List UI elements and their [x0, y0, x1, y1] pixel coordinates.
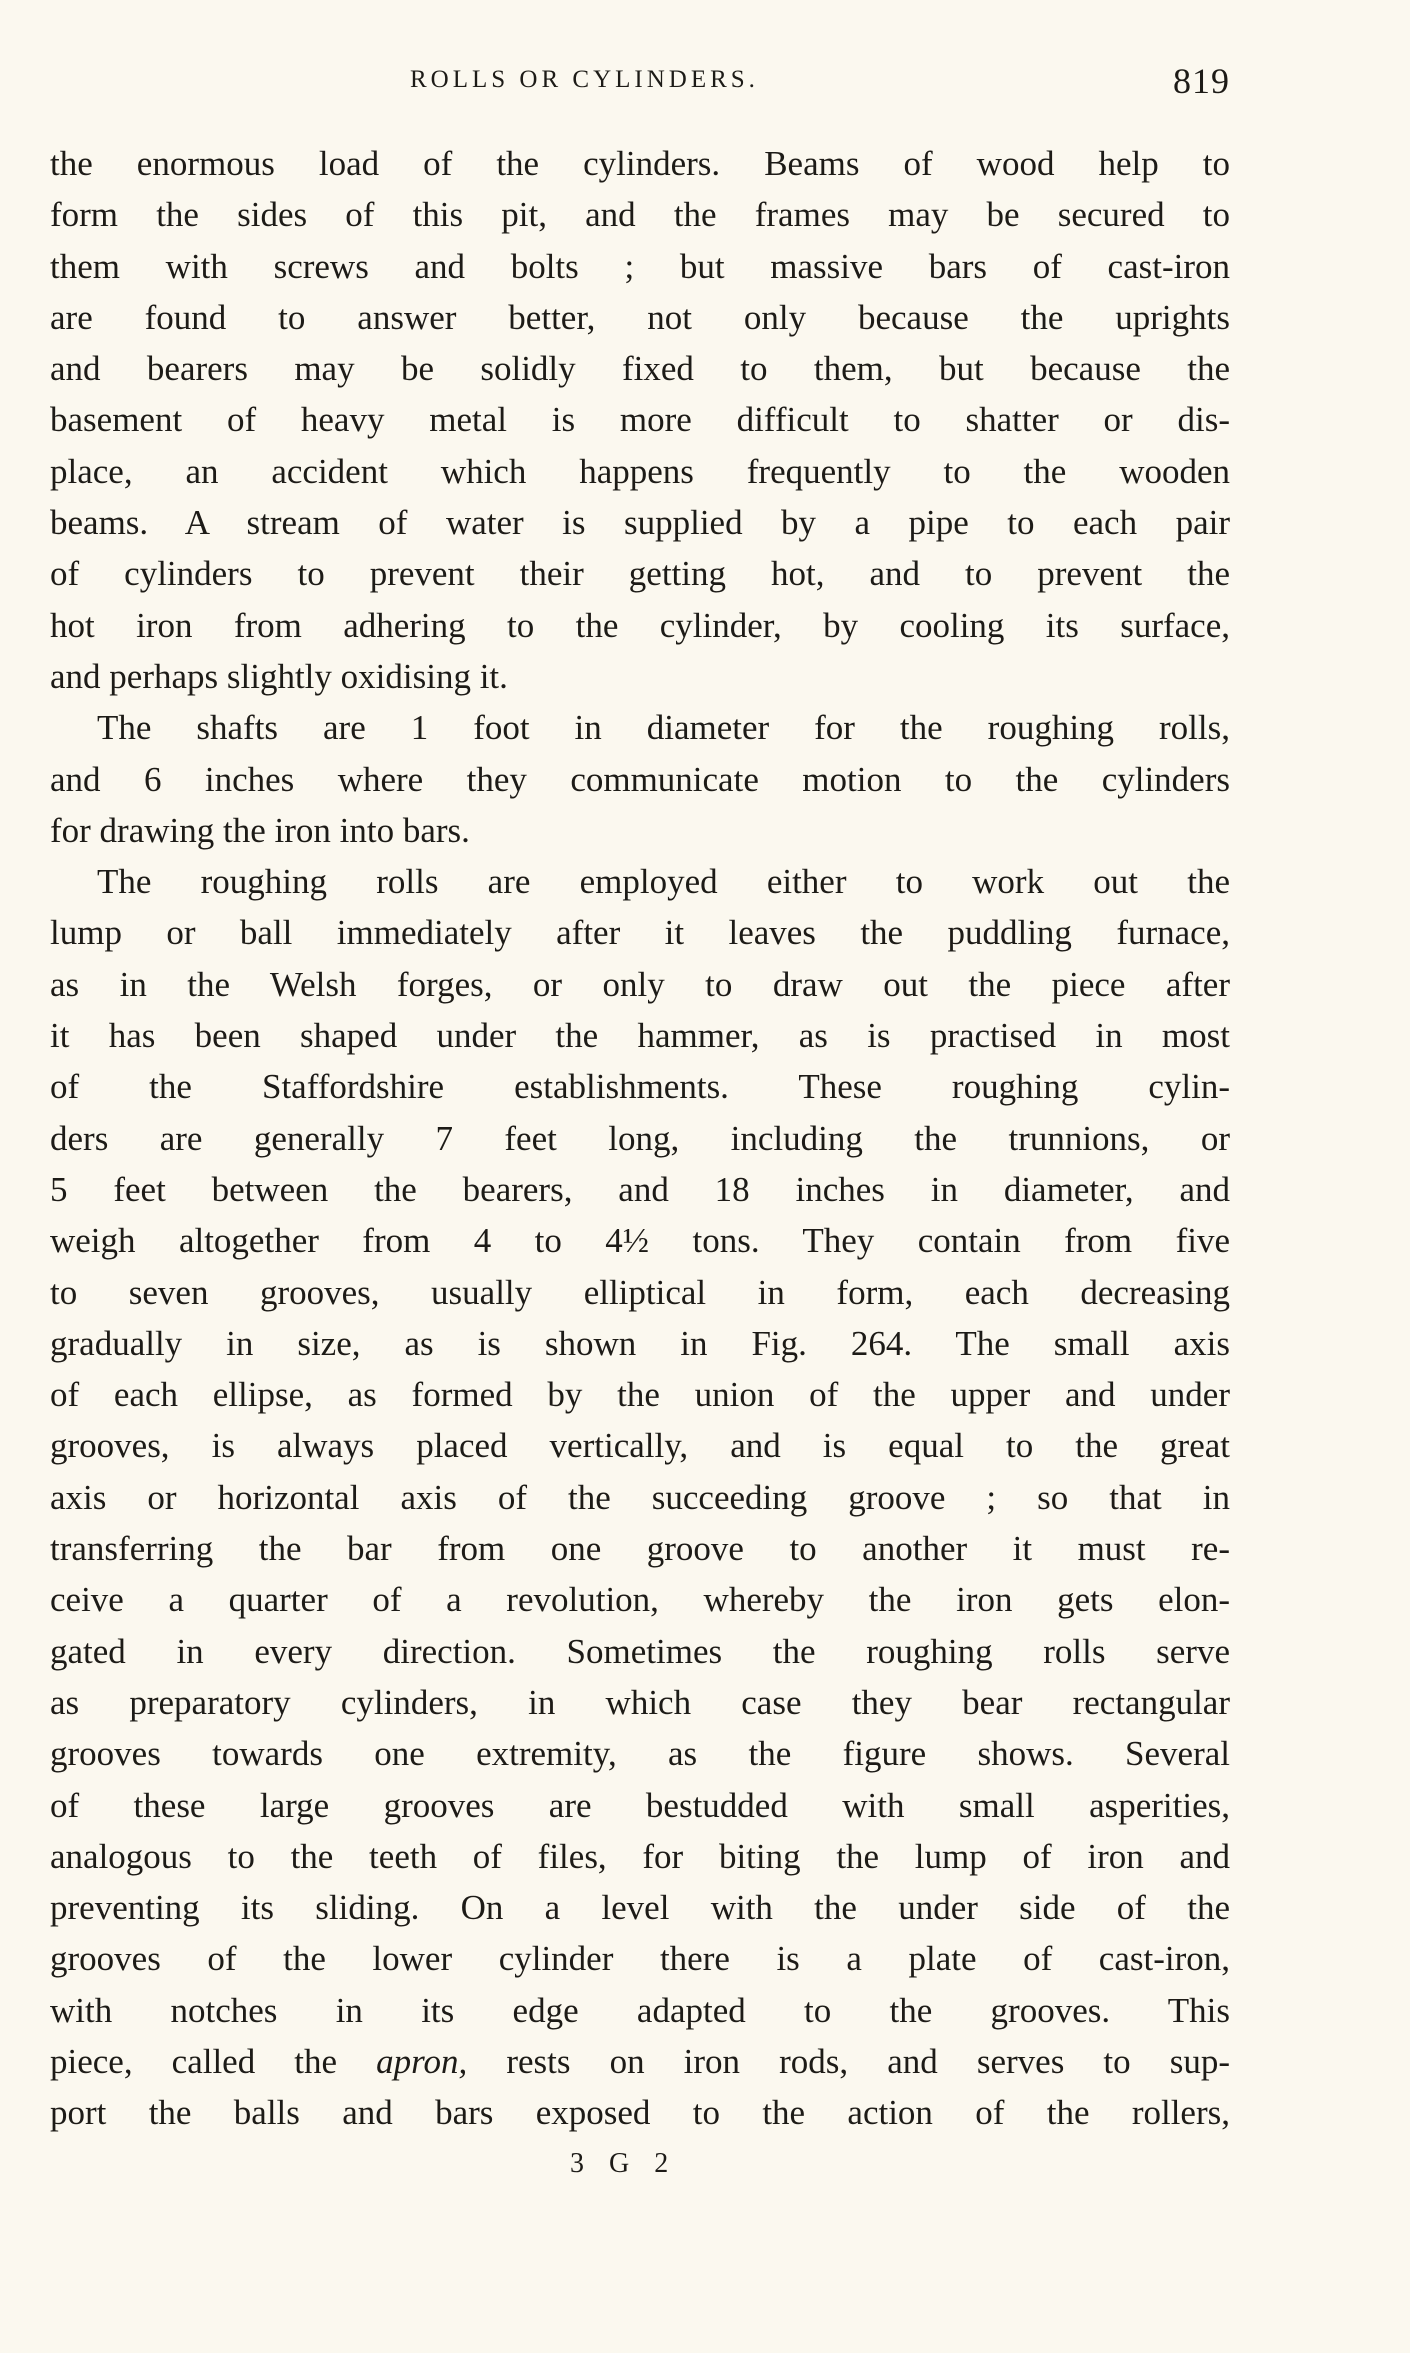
- page-number: 819: [1173, 61, 1230, 101]
- text-line-final: port the balls and bars exposed to the action of the rollers,: [50, 2093, 1230, 2133]
- text-line: weigh altogether from 4 to 4½ tons. They contain from five: [50, 1221, 1230, 1261]
- text-line: preventing its sliding. On a level with the under side of the: [50, 1888, 1230, 1928]
- text-line: of the Staffordshire establishments. These roughing cylin-: [50, 1067, 1230, 1107]
- apron-term: apron,: [376, 2041, 468, 2081]
- text-line: hot iron from adhering to the cylinder, by cooling its surface,: [50, 605, 1230, 645]
- text-line: and 6 inches where they communicate motion to the cylinders: [50, 759, 1230, 799]
- text-line: are found to answer better, not only because the uprights: [50, 297, 1230, 337]
- text-line: place, an accident which happens frequently to the wooden: [50, 451, 1230, 491]
- text-line: The shafts are 1 foot in diameter for the roughing rolls,: [97, 708, 1230, 748]
- text-line: axis or horizontal axis of the succeeding groove ; so that in: [50, 1477, 1230, 1517]
- text-line: 5 feet between the bearers, and 18 inches in diameter, and: [50, 1169, 1230, 1209]
- text-line: and bearers may be solidly fixed to them, but because the: [50, 349, 1230, 389]
- text-line: of each ellipse, as formed by the union of the upper and under: [50, 1375, 1230, 1415]
- running-head: [50, 60, 1230, 100]
- text-line: ders are generally 7 feet long, including the trunnions, or: [50, 1118, 1230, 1158]
- text-line: as preparatory cylinders, in which case they bear rectangular: [50, 1682, 1230, 1722]
- text-line: grooves of the lower cylinder there is a plate of cast-iron,: [50, 1939, 1230, 1979]
- text-line: of cylinders to prevent their getting hot, and to prevent the: [50, 554, 1230, 594]
- text-line: ceive a quarter of a revolution, whereby the iron gets elon-: [50, 1580, 1230, 1620]
- text-line-apron: [50, 2036, 1230, 2087]
- text-line: lump or ball immediately after it leaves the puddling furnace,: [50, 913, 1230, 953]
- running-title: ROLLS OR CYLINDERS.: [410, 66, 759, 93]
- text-line: and perhaps slightly oxidising it.: [50, 656, 508, 696]
- text-line: to seven grooves, usually elliptical in form, each decreasing: [50, 1272, 1230, 1312]
- apron-line-after: rests on iron rods, and serves to sup-: [467, 2041, 1230, 2081]
- text-line: beams. A stream of water is supplied by a pipe to each pair: [50, 503, 1230, 543]
- text-line: The roughing rolls are employed either to work out the: [97, 862, 1230, 902]
- body-text: [50, 138, 1230, 2139]
- text-line: with notches in its edge adapted to the grooves. This: [50, 1990, 1230, 2030]
- text-line: gradually in size, as is shown in Fig. 264. The small axis: [50, 1323, 1230, 1363]
- text-line: as in the Welsh forges, or only to draw out the piece after: [50, 964, 1230, 1004]
- text-line: grooves towards one extremity, as the figure shows. Several: [50, 1734, 1230, 1774]
- apron-line-before: piece, called the: [50, 2041, 377, 2081]
- text-line: analogous to the teeth of files, for biting the lump of iron and: [50, 1836, 1230, 1876]
- text-line: form the sides of this pit, and the frames may be secured to: [50, 195, 1230, 235]
- text-line: for drawing the iron into bars.: [50, 810, 470, 850]
- text-line: transferring the bar from one groove to another it must re-: [50, 1529, 1230, 1569]
- text-line: basement of heavy metal is more difficult to shatter or dis-: [50, 400, 1230, 440]
- signature-mark: 3 G 2: [570, 2148, 678, 2179]
- text-line: gated in every direction. Sometimes the roughing rolls serve: [50, 1631, 1230, 1671]
- text-line: the enormous load of the cylinders. Beams of wood help to: [50, 144, 1230, 183]
- text-line: grooves, is always placed vertically, and is equal to the great: [50, 1426, 1230, 1466]
- text-line: them with screws and bolts ; but massive bars of cast-iron: [50, 246, 1230, 286]
- text-line: of these large grooves are bestudded with small asperities,: [50, 1785, 1230, 1825]
- text-line: it has been shaped under the hammer, as is practised in most: [50, 1016, 1230, 1056]
